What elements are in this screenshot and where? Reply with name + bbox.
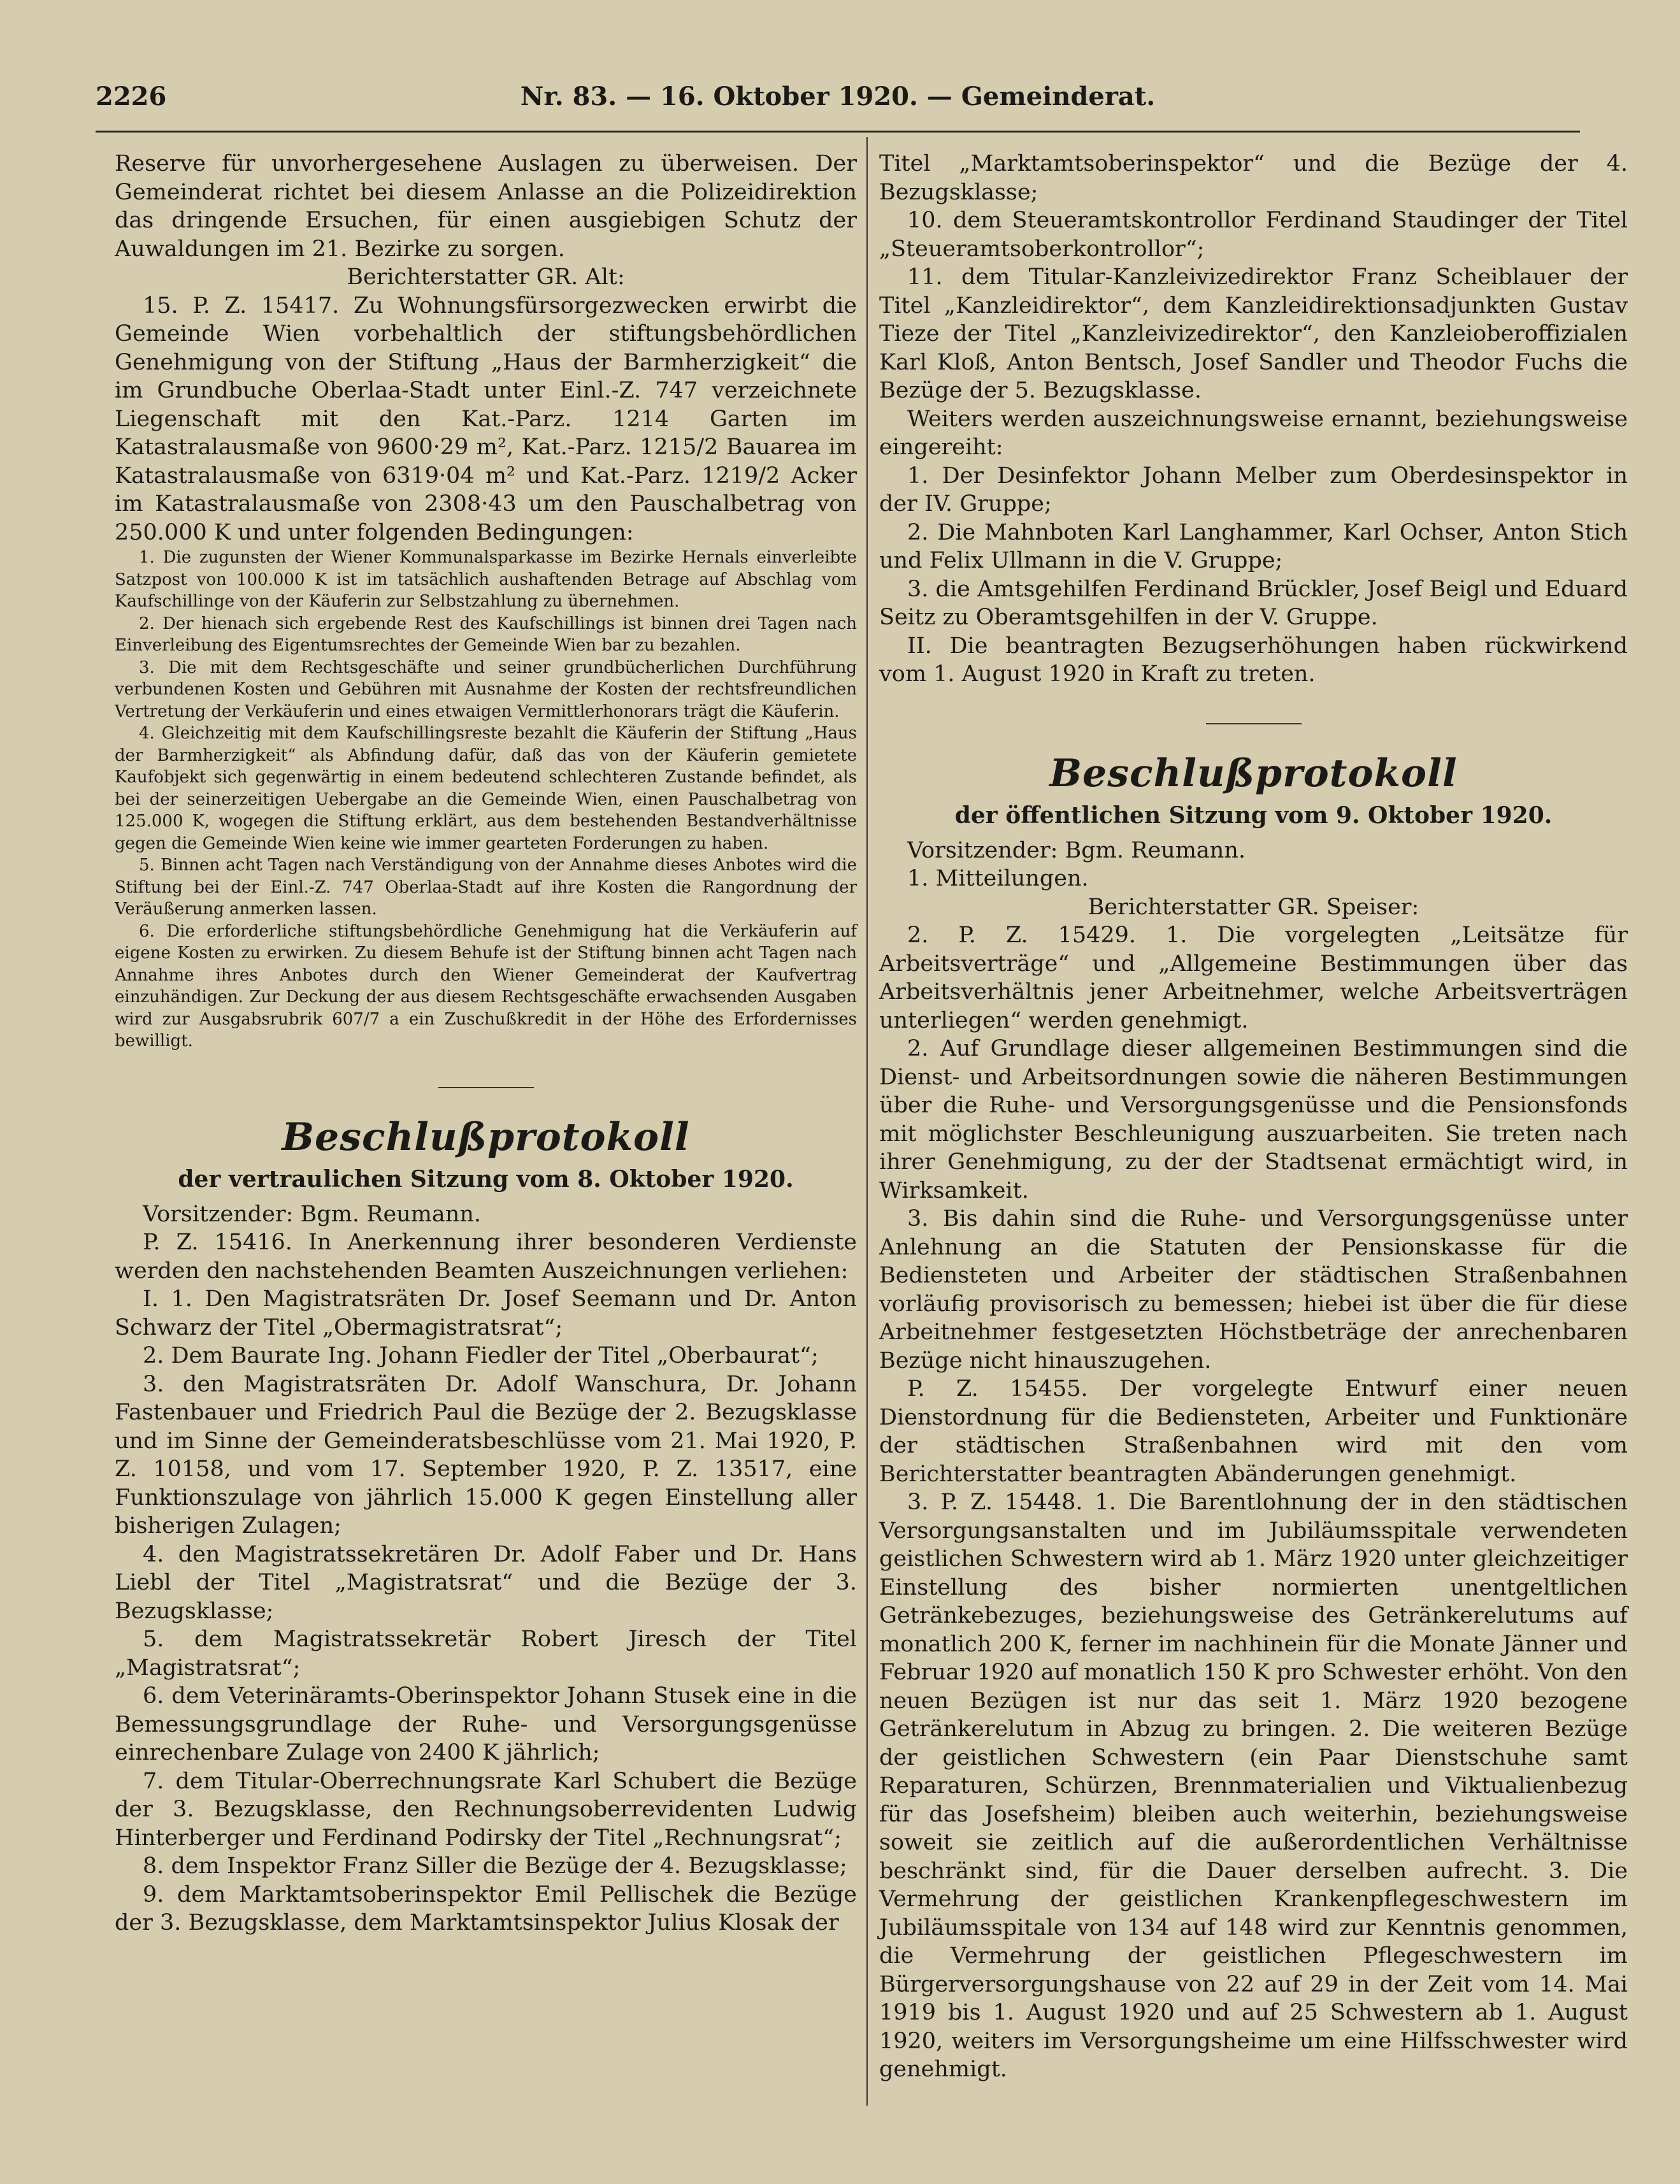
section-subtitle: der öffentlichen Sitzung vom 9. Oktober 1920.: [954, 801, 1553, 829]
chair-line: Vorsitzender: Bgm. Reumann.: [907, 837, 1246, 863]
right-column: [879, 150, 1628, 2084]
paragraph: 3. Bis dahin sind die Ruhe- und Versorgungsgenüsse unter Anlehnung an die Statuten der Pensionskasse für die Bediensteten und Arbeiter der städtischen Straßenbahnen vorläufig provisorisch zu bemessen; hiebei ist über die für diese Arbeitnehmer festgesetzten Höchstbeträge der anrechenbaren Bezüge nicht hinauszugehen.: [879, 1206, 1628, 1374]
paragraph: 7. dem Titular-Oberrechnungsrate Karl Schubert die Bezüge der 3. Bezugsklasse, den Rechnungsoberrevidenten Ludwig Hinterberger und Ferdinand Podirsky der Titel „Rechnungsrat“;: [115, 1768, 857, 1851]
paragraph: Titel „Marktamtsoberinspektor“ und die Bezüge der 4. Bezugsklasse;: [879, 151, 1628, 205]
reporter-line: Berichterstatter GR. Speiser:: [1088, 894, 1419, 920]
intro-paragraph: Reserve für unvorhergesehene Auslagen zu überweisen. Der Gemeinderat richtet bei diesem Anlasse an die Polizeidirektion das dringende Ersuchen, für einen ausgiebigen Schutz der Auwaldungen im 21. Bezirke zu sorgen.: [115, 151, 857, 262]
paragraph: 3. den Magistratsräten Dr. Adolf Wanschura, Dr. Johann Fastenbauer und Friedrich Paul die Bezüge der 2. Bezugsklasse und im Sinne der Gemeinderatsbeschlüsse vom 21. Mai 1920, P. Z. 10158, und vom 17. September 1920, P. Z. 13517, eine Funktionszulage von jährlich 15.000 K gegen Einstellung aller bisherigen Zulagen;: [115, 1371, 857, 1539]
paragraph: 2. Die Mahnboten Karl Langhammer, Karl Ochser, Anton Stich und Felix Ullmann in die V. Gruppe;: [879, 519, 1628, 573]
reporter-line: Berichterstatter GR. Alt:: [347, 264, 625, 290]
paragraph: I. 1. Den Magistratsräten Dr. Josef Seemann und Dr. Anton Schwarz der Titel „Obermagistratsrat“;: [115, 1286, 857, 1340]
paragraph: 10. dem Steueramtskontrollor Ferdinand Staudinger der Titel „Steueramtsoberkontrollor“;: [879, 208, 1628, 262]
paragraph: Weiters werden auszeichnungsweise ernannt, beziehungsweise eingereiht:: [879, 406, 1628, 460]
item-15-paragraph: 15. P. Z. 15417. Zu Wohnungsfürsorgezwecken erwirbt die Gemeinde Wien vorbehaltlich der stiftungsbehördlichen Genehmigung von der Stiftung „Haus der Barmherzigkeit“ die im Grundbuche Oberlaa-Stadt unter Einl.-Z. 747 verzeichnete Liegenschaft mit den Kat.-Parz. 1214 Garten im Katastralausmaße von 9600·29 m², Kat.-Parz. 1215/2 Bauarea im Katastralausmaße von 6319·04 m² und Kat.-Parz. 1219/2 Acker im Katastralausmaße von 2308·43 um den Pauschalbetrag von 250.000 K und unter folgenden Bedingungen:: [115, 292, 857, 545]
section-separator: [438, 1087, 534, 1088]
page-number: 2226: [96, 82, 167, 111]
section-separator: [1206, 723, 1302, 724]
header-rule: [96, 131, 1580, 133]
paragraph: 5. dem Magistratssekretär Robert Jiresch der Titel „Magistratsrat“;: [115, 1627, 857, 1681]
paragraph: 9. dem Marktamtsoberinspektor Emil Pellischek die Bezüge der 3. Bezugsklasse, dem Marktamtsinspektor Julius Klosak der: [115, 1881, 857, 1936]
condition-item: 3. Die mit dem Rechtsgeschäfte und seiner grundbücherlichen Durchführung verbundenen Kosten und Gebühren mit Ausnahme der Kosten der rechtsfreundlichen Vertretung der Verkäuferin und eines etwaigen Vermittlerhonorars trägt die Käuferin.: [115, 657, 857, 721]
paragraph: P. Z. 15416. In Anerkennung ihrer besonderen Verdienste werden den nachstehenden Beamten Auszeichnungen verliehen:: [115, 1230, 857, 1284]
paragraph: 2. P. Z. 15429. 1. Die vorgelegten „Leitsätze für Arbeitsverträge“ und „Allgemeine Bestimmungen über das Arbeitsverhältnis jener Arbeitnehmer, welche Arbeitsverträgen unterliegen“ werden genehmigt.: [879, 923, 1628, 1033]
agenda-item: 1. Mitteilungen.: [907, 866, 1089, 891]
condition-item: 4. Gleichzeitig mit dem Kaufschillingsreste bezahlt die Käuferin der Stiftung „Haus der Barmherzigkeit“ als Abfindung dafür, daß das von der Käuferin gemietete Kaufobjekt sich gegenwärtig in einem bedeutend schlechteren Zustande befindet, als bei der seinerzeitigen Uebergabe an die Gemeinde Wien, einen Pauschalbetrag von 125.000 K, wogegen die Stiftung erklärt, aus dem bestehenden Bestandverhältnisse gegen die Gemeinde Wien keine wie immer gearteten Forderungen zu haben.: [115, 724, 857, 853]
paragraph: 3. die Amtsgehilfen Ferdinand Brückler, Josef Beigl und Eduard Seitz zu Oberamtsgehilfen in der V. Gruppe.: [879, 576, 1628, 630]
condition-item: 5. Binnen acht Tagen nach Verständigung von der Annahme dieses Anbotes wird die Stiftung bei der Einl.-Z. 747 Oberlaa-Stadt auf ihre Kosten die Rangordnung der Veräußerung anmerken lassen.: [115, 856, 857, 919]
paragraph: 11. dem Titular-Kanzleivizedirektor Franz Scheiblauer der Titel „Kanzleidirektor“, dem Kanzleidirektionsadjunkten Gustav Tieze der Titel „Kanzleivizedirektor“, den Kanzleioberoffizialen Karl Kloß, Anton Bentsch, Josef Sandler und Theodor Fuchs die Bezüge der 5. Bezugsklasse.: [879, 264, 1628, 403]
paragraph: 2. Dem Baurate Ing. Johann Fiedler der Titel „Oberbaurat“;: [143, 1343, 819, 1369]
condition-item: 1. Die zugunsten der Wiener Kommunalsparkasse im Bezirke Hernals einverleibte Satzpost von 100.000 K ist im tatsächlich aushaftenden Betrage auf Abschlag vom Kaufschillinge von der Käuferin zur Selbstzahlung zu übernehmen.: [115, 548, 857, 611]
condition-item: 6. Die erforderliche stiftungsbehördliche Genehmigung hat die Verkäuferin auf eigene Kosten zu erwirken. Zu diesem Behufe ist der Stiftung binnen acht Tagen nach Annahme ihres Anbotes durch den Wiener Gemeinderat der Kaufvertrag einzuhändigen. Zur Deckung der aus diesem Rechtsgeschäfte erwachsenden Ausgaben wird zur Ausgabsrubrik 607/7 a ein Zuschußkredit in der Höhe des Erfordernisses bewilligt.: [115, 921, 857, 1051]
paragraph: 3. P. Z. 15448. 1. Die Barentlohnung der in den städtischen Versorgungsanstalten und im Jubiläumsspitale verwendeten geistlichen Schwestern wird ab 1. März 1920 unter gleichzeitiger Einstellung des bisher normierten unentgeltlichen Getränkebezuges, beziehungsweise des Getränkerelutums auf monatlich 200 K, ferner im nachhinein für die Monate Jänner und Februar 1920 auf monatlich 150 K pro Schwester erhöht. Von den neuen Bezügen ist nur das seit 1. März 1920 bezogene Getränkerelutum in Abzug zu bringen. 2. Die weiteren Bezüge der geistlichen Schwestern (ein Paar Dienstschuhe samt Reparaturen, Schürzen, Brennmaterialien und Viktualienbezug für das Josefsheim) bleiben auch weiterhin, beziehungsweise soweit sie zeitlich auf die außerordentlichen Verhältnisse beschränkt sind, für die Dauer derselben aufrecht. 3. Die Vermehrung der geistlichen Krankenpflegeschwestern im Jubiläumsspitale von 134 auf 148 wird zur Kenntnis genommen, die Vermehrung der geistlichen Pflegeschwestern im Bürgerversorgungshause von 22 auf 29 in der Zeit vom 14. Mai 1919 bis 1. August 1920 und auf 25 Schwestern ab 1. August 1920, weiters im Versorgungsheime um eine Hilfsschwester wird genehmigt.: [879, 1490, 1628, 2082]
paragraph: 1. Der Desinfektor Johann Melber zum Oberdesinspektor in der IV. Gruppe;: [879, 463, 1628, 517]
section-title: Beschlußprotokoll: [282, 1114, 690, 1160]
column-divider: [866, 137, 868, 2106]
section-title: Beschlußprotokoll: [1049, 751, 1458, 796]
paragraph: P. Z. 15455. Der vorgelegte Entwurf einer neuen Dienstordnung für die Bediensteten, Arbeiter und Funktionäre der städtischen Straßenbahnen wird mit den vom Berichterstatter beantragten Abänderungen genehmigt.: [879, 1376, 1628, 1487]
chair-line: Vorsitzender: Bgm. Reumann.: [143, 1201, 481, 1227]
condition-item: 2. Der hienach sich ergebende Rest des Kaufschillings ist binnen drei Tagen nach Einverleibung des Eigentumsrechtes der Gemeinde Wien bar zu bezahlen.: [115, 614, 857, 655]
section-subtitle: der vertraulichen Sitzung vom 8. Oktober 1920.: [178, 1165, 794, 1193]
page-header: [96, 82, 1580, 126]
running-title: Nr. 83. — 16. Oktober 1920. — Gemeinderat.: [520, 82, 1156, 111]
paragraph: 4. den Magistratssekretären Dr. Adolf Faber und Dr. Hans Liebl der Titel „Magistratsrat“ und die Bezüge der 3. Bezugsklasse;: [115, 1541, 857, 1624]
paragraph: 2. Auf Grundlage dieser allgemeinen Bestimmungen sind die Dienst- und Arbeitsordnungen sowie die näheren Bestimmungen über die Ruhe- und Versorgungsgenüsse und die Pensionsfonds mit möglichster Beschleunigung auszuarbeiten. Sie treten nach ihrer Genehmigung, zu der der Stadtsenat ermächtigt wird, in Wirksamkeit.: [879, 1036, 1628, 1203]
left-column: [115, 150, 857, 1937]
paragraph: 8. dem Inspektor Franz Siller die Bezüge der 4. Bezugsklasse;: [143, 1853, 847, 1879]
paragraph: 6. dem Veterinäramts-Oberinspektor Johann Stusek eine in die Bemessungsgrundlage der Ruhe- und Versorgungsgenüsse einrechenbare Zulage von 2400 K jährlich;: [115, 1683, 857, 1765]
paragraph: II. Die beantragten Bezugserhöhungen haben rückwirkend vom 1. August 1920 in Kraft zu treten.: [879, 633, 1628, 687]
